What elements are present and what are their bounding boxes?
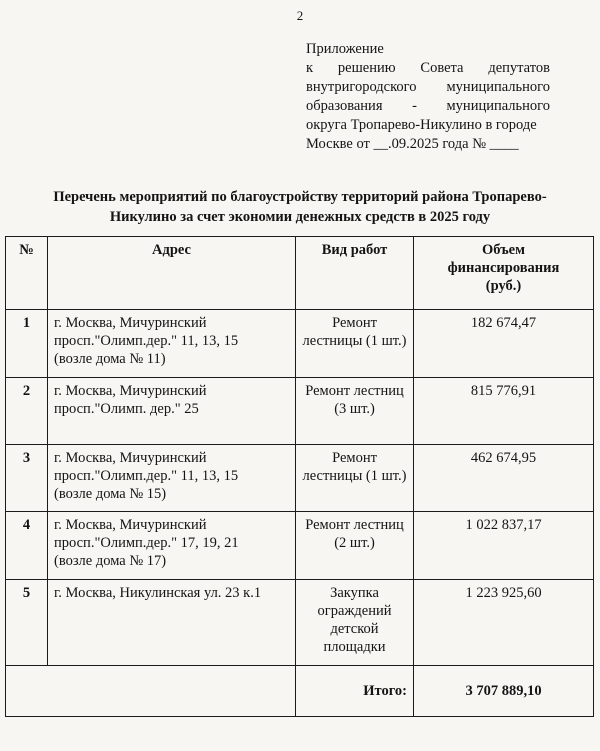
appendix-line: к решению Совета депутатов bbox=[306, 60, 550, 76]
page-number: 2 bbox=[296, 8, 304, 23]
work-line: лестницы (1 шт.) bbox=[302, 333, 407, 349]
work-line: (3 шт.) bbox=[334, 401, 375, 417]
row-address bbox=[48, 378, 296, 445]
row-num: 3 bbox=[6, 445, 48, 512]
row-amount: 1 223 925,60 bbox=[414, 580, 594, 666]
address-line: (возле дома № 11) bbox=[54, 351, 166, 367]
table-row bbox=[6, 378, 594, 445]
works-table bbox=[5, 236, 594, 717]
address-line: просп."Олимп.дер." 11, 13, 15 bbox=[54, 468, 239, 484]
address-line: (возле дома № 15) bbox=[54, 486, 167, 502]
header-amount-line: Объем bbox=[482, 242, 525, 258]
work-line: площадки bbox=[323, 639, 386, 655]
total-amount: 3 707 889,10 bbox=[414, 666, 594, 717]
appendix-line: округа Тропарево-Никулино в городе bbox=[306, 117, 537, 133]
address-line: г. Москва, Никулинская ул. 23 к.1 bbox=[54, 585, 262, 601]
address-line: г. Москва, Мичуринский bbox=[54, 450, 207, 466]
row-work bbox=[296, 310, 414, 378]
address-line: просп."Олимп.дер." 11, 13, 15 bbox=[54, 333, 239, 349]
row-num: 2 bbox=[6, 378, 48, 445]
work-line: детской bbox=[330, 621, 379, 637]
appendix-block bbox=[306, 40, 550, 154]
header-amount-line: финансирования bbox=[447, 260, 560, 276]
row-num: 4 bbox=[6, 512, 48, 580]
row-address bbox=[48, 512, 296, 580]
row-work bbox=[296, 512, 414, 580]
header-work: Вид работ bbox=[296, 237, 414, 310]
work-line: лестницы (1 шт.) bbox=[302, 468, 407, 484]
address-line: г. Москва, Мичуринский bbox=[54, 383, 207, 399]
appendix-line: Москве от __.09.2025 года № ____ bbox=[306, 136, 519, 152]
appendix-line: внутригородского муниципального bbox=[306, 79, 550, 95]
document-title bbox=[20, 187, 580, 227]
address-line: просп."Олимп. дер." 25 bbox=[54, 401, 199, 417]
total-row bbox=[6, 666, 594, 717]
total-blank-cell bbox=[6, 666, 296, 717]
row-amount: 462 674,95 bbox=[414, 445, 594, 512]
row-num: 1 bbox=[6, 310, 48, 378]
work-line: Ремонт лестниц bbox=[305, 517, 404, 533]
address-line: г. Москва, Мичуринский bbox=[54, 517, 207, 533]
appendix-line: Приложение bbox=[306, 41, 384, 57]
work-line: Ремонт bbox=[332, 450, 377, 466]
header-address: Адрес bbox=[48, 237, 296, 310]
row-work bbox=[296, 580, 414, 666]
title-line: Никулино за счет экономии денежных средств в 2025 году bbox=[109, 209, 491, 225]
address-line: г. Москва, Мичуринский bbox=[54, 315, 207, 331]
header-amount bbox=[414, 237, 594, 310]
table-row bbox=[6, 445, 594, 512]
row-address bbox=[48, 580, 296, 666]
work-line: Закупка bbox=[330, 585, 379, 601]
row-address bbox=[48, 310, 296, 378]
row-work bbox=[296, 378, 414, 445]
title-line: Перечень мероприятий по благоустройству территорий района Тропарево- bbox=[53, 189, 547, 205]
work-line: Ремонт лестниц bbox=[305, 383, 404, 399]
row-work bbox=[296, 445, 414, 512]
work-line: Ремонт bbox=[332, 315, 377, 331]
work-line: (2 шт.) bbox=[334, 535, 375, 551]
total-label: Итого: bbox=[296, 666, 414, 717]
row-num: 5 bbox=[6, 580, 48, 666]
table-row bbox=[6, 512, 594, 580]
row-amount: 1 022 837,17 bbox=[414, 512, 594, 580]
table-row bbox=[6, 580, 594, 666]
header-num: № bbox=[6, 237, 48, 310]
row-amount: 815 776,91 bbox=[414, 378, 594, 445]
table-row bbox=[6, 310, 594, 378]
table-header-row bbox=[6, 237, 594, 310]
address-line: (возле дома № 17) bbox=[54, 553, 167, 569]
address-line: просп."Олимп.дер." 17, 19, 21 bbox=[54, 535, 239, 551]
row-amount: 182 674,47 bbox=[414, 310, 594, 378]
row-address bbox=[48, 445, 296, 512]
appendix-line: образования - муниципального bbox=[306, 98, 550, 114]
work-line: ограждений bbox=[317, 603, 392, 619]
header-amount-line: (руб.) bbox=[485, 278, 522, 294]
